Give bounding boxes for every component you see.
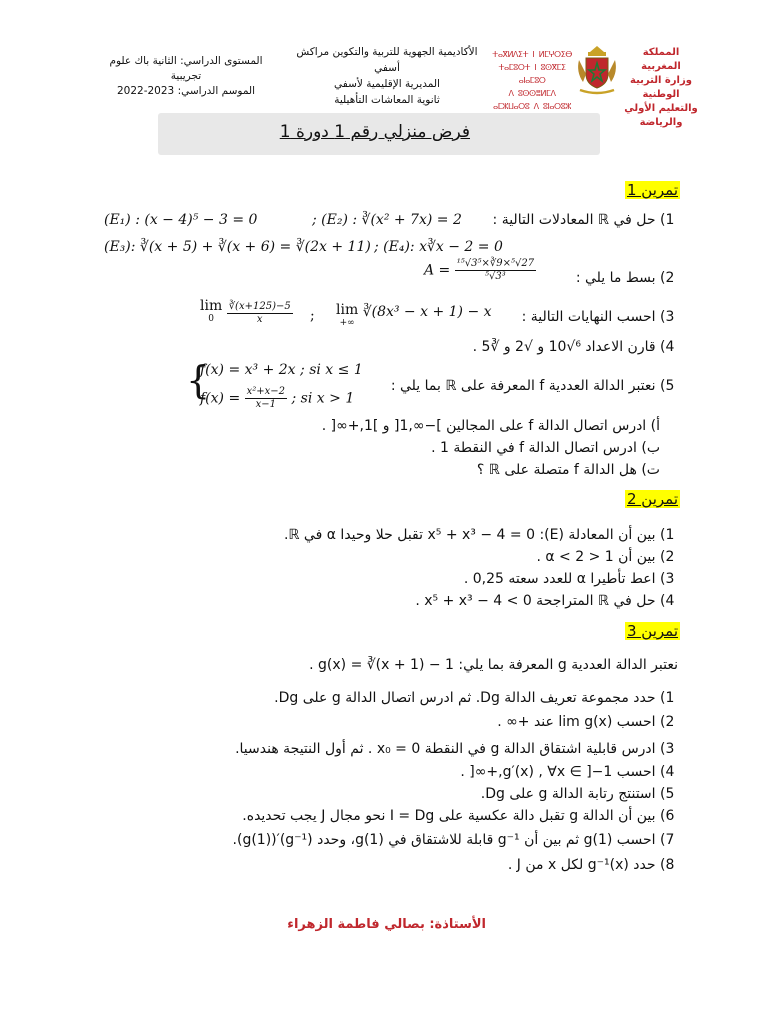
ex1-q5c: ت) هل الدالة f متصلة على ℝ ؟ xyxy=(476,462,660,478)
institution-info xyxy=(283,44,491,108)
limit-2-operator xyxy=(200,300,222,326)
ex1-q3 xyxy=(522,309,680,325)
case-2-condition: ; si x > 1 xyxy=(291,390,355,407)
ex1-q3-number: 3) xyxy=(660,309,675,325)
ex3-intro: نعتبر الدالة العددية g المعرفة بما يلي: g(x) = ∛(x + 1) − 1 . xyxy=(309,657,678,673)
ex3-q5-text: استنتج رتابة الدالة g على Dg. xyxy=(480,786,656,802)
ex3-q2-number: 2) xyxy=(660,714,675,730)
ministry-line-2: والتعليم الأولي والرياضة xyxy=(624,103,698,128)
ex1-q2-number: 2) xyxy=(660,270,675,286)
tifinagh-line-3: ⴷ ⵓⵙⵙⴻⵍⵎⴷ ⴰⵎⵣⵡⴰⵔⵓ ⴷ ⵓⵏⴰⵔⵓⵣ xyxy=(493,89,571,111)
ex1-q5-number: 5) xyxy=(660,378,675,394)
level-line: المستوى الدراسي: الثانية باك علوم تجريبية xyxy=(109,55,263,82)
teacher-signature: الأستاذة: بصالي فاطمة الزهراء xyxy=(287,917,486,932)
equation-e3: (E₃): ∛(x + 5) + ∛(x + 6) = ∛(2x + 11) xyxy=(104,239,371,255)
limit-2-denominator: x xyxy=(256,313,263,325)
equation-e2: ; (E₂) : ∛(x² + 7x) = 2 xyxy=(312,212,462,228)
ex3-q7 xyxy=(233,832,680,848)
school-year-line: الموسم الدراسي: 2023-2022 xyxy=(116,85,256,97)
ex1-q1-number: 1) xyxy=(660,212,675,228)
ex3-q8-text: حدد g⁻¹(x) لكل x من J . xyxy=(507,857,656,873)
ex2-q4-text: حل في ℝ المتراجحة x⁵ + x³ − 4 < 0 . xyxy=(415,593,656,609)
ministry-line-1: وزارة التربية الوطنية xyxy=(630,75,692,100)
ex2-q2-text: بين أن 1 < α < 2 . xyxy=(536,549,656,565)
equation-e1: (E₁) : (x − 4)⁵ − 3 = 0 xyxy=(104,212,258,228)
limit-1-operator xyxy=(336,304,358,330)
ex3-q8 xyxy=(508,857,680,873)
ex2-q2 xyxy=(536,549,680,565)
ex2-q3 xyxy=(464,571,680,587)
ex3-q3-text: ادرس قابلية اشتقاق الدالة g في النقطة x₀ = 0 . ثم أول النتيجة هندسيا. xyxy=(235,741,656,757)
tifinagh-ministry-text xyxy=(492,48,572,113)
document-title-box xyxy=(158,113,600,155)
equation-e4: ; (E₄): x∛x − 2 = 0 xyxy=(374,239,503,255)
ex3-q6-number: 6) xyxy=(660,808,675,824)
ex1-q5b: ب) ادرس اتصال الدالة f في النقطة 1 . xyxy=(431,440,660,456)
limit-1-word: lim xyxy=(336,302,359,318)
exercise-3-title: تمرين 3 xyxy=(626,622,678,640)
ex1-q1 xyxy=(493,212,680,228)
simplify-denominator: ⁵√3³ xyxy=(485,271,506,282)
ministry-name xyxy=(622,46,700,130)
ex2-q4-number: 4) xyxy=(660,593,675,609)
limit-1-expression: ∛(8x³ − x + 1) − x xyxy=(362,304,492,320)
ex3-q3-number: 3) xyxy=(660,741,675,757)
academy-line: الأكاديمية الجهوية للتربية والتكوين مراكش أسفي xyxy=(296,46,478,74)
exercise-1-title: تمرين 1 xyxy=(626,181,678,199)
limit-separator: ; xyxy=(310,308,315,324)
ex1-q5a: أ) ادرس اتصال الدالة f على المجالين ]−∞,1[ و ]1,+∞[ . xyxy=(321,418,660,434)
limit-2-word: lim xyxy=(200,298,223,314)
ex3-q6-text: بين أن الدالة g تقبل دالة عكسية على I = Dg نحو مجال J يجب تحديده. xyxy=(242,808,656,824)
ex2-q4 xyxy=(415,593,680,609)
limit-2-numerator: ∛(x+125)−5 xyxy=(228,300,291,312)
page-header xyxy=(0,44,768,128)
school-line: ثانوية المعاشات التأهيلية xyxy=(334,94,440,106)
ex3-q5 xyxy=(481,786,680,802)
ex1-q4-text: قارن الاعداد ⁶√10 و √2 و ∛5 . xyxy=(472,339,656,355)
ex1-q5 xyxy=(391,378,680,394)
ex3-q7-number: 7) xyxy=(660,832,675,848)
ex3-q6 xyxy=(242,808,680,824)
limit-2-fraction xyxy=(227,301,293,326)
document-title: فرض منزلي رقم 1 دورة 1 xyxy=(279,122,470,142)
simplify-fraction xyxy=(455,258,536,283)
case-2-numerator: x²+x−2 xyxy=(246,386,286,397)
simplify-lhs: A = xyxy=(424,262,451,279)
piecewise-case-2 xyxy=(200,386,354,411)
kingdom-line: المملكة المغربية xyxy=(641,47,681,72)
ex3-q7-text: احسب g(1) ثم بين أن g⁻¹ قابلة للاشتقاق في g(1)، وحدد (g⁻¹)′(g(1)). xyxy=(232,832,656,848)
ex1-q3-text: احسب النهايات التالية : xyxy=(521,309,656,325)
ex1-q1-text: حل في ℝ المعادلات التالية : xyxy=(492,212,656,228)
ex3-q1-text: حدد مجموعة تعريف الدالة Dg. ثم ادرس اتصال الدالة g على Dg. xyxy=(274,690,656,706)
ex3-q8-number: 8) xyxy=(660,857,675,873)
exercise-2-title: تمرين 2 xyxy=(626,490,678,508)
ex3-q1 xyxy=(274,690,680,706)
piecewise-brace: { xyxy=(186,358,211,402)
ex2-q1-text: بين أن المعادلة (E): x⁵ + x³ − 4 = 0 تقبل حلا وحيدا α في ℝ. xyxy=(283,527,656,543)
limit-2-sub: 0 xyxy=(208,314,214,324)
limit-1 xyxy=(336,304,492,330)
ex1-q2-text: بسط ما يلي : xyxy=(575,270,656,286)
ex1-q2 xyxy=(576,270,680,286)
ex3-q2 xyxy=(497,714,680,730)
ex3-q3 xyxy=(235,741,680,757)
ex2-q3-number: 3) xyxy=(660,571,675,587)
limit-2 xyxy=(200,300,293,326)
tifinagh-line-2: ⵜⴰⵎⵓⵔⵜ ⵏ ⵓⵙⴳⵎⵉ ⴰⵏⴰⵎⵓⵔ xyxy=(498,63,566,85)
ex3-q4 xyxy=(460,764,680,780)
limit-1-sub: +∞ xyxy=(339,318,355,328)
moroccan-coat-of-arms-icon xyxy=(574,44,620,98)
ex3-q5-number: 5) xyxy=(660,786,675,802)
case-2-denominator: x−1 xyxy=(255,399,277,410)
ex1-q4-number: 4) xyxy=(660,339,675,355)
ex1-q5-text: نعتبر الدالة العددية f المعرفة على ℝ بما يلي : xyxy=(390,378,656,394)
ex3-q4-text: احسب g′(x) , ∀x ∈ ]−1,+∞[ . xyxy=(460,764,656,780)
ex2-q1-number: 1) xyxy=(660,527,675,543)
ex3-q1-number: 1) xyxy=(660,690,675,706)
ex3-q4-number: 4) xyxy=(660,764,675,780)
ex2-q3-text: اعط تأطيرا α للعدد سعته 0,25 . xyxy=(463,571,656,587)
piecewise-case-1: f(x) = x³ + 2x ; si x ≤ 1 xyxy=(200,362,363,378)
student-level-info xyxy=(96,54,276,99)
case-2-fraction xyxy=(245,386,287,411)
ex1-q4 xyxy=(473,339,680,355)
tifinagh-line-1: ⵜⴰⴳⵍⴷⵉⵜ ⵏ ⵍⵎⵖⵔⵉⴱ xyxy=(492,50,572,59)
case-2-lhs: f(x) = xyxy=(200,390,241,407)
simplify-numerator: ¹⁵√3⁵×∛9×⁵√27 xyxy=(456,258,535,269)
ex3-q2-text: احسب lim g(x) عند +∞ . xyxy=(497,714,656,730)
simplify-expression xyxy=(424,258,536,283)
directorate-line: المديرية الإقليمية لأسفي xyxy=(334,78,440,90)
ex2-q1 xyxy=(284,527,680,543)
ex2-q2-number: 2) xyxy=(660,549,675,565)
